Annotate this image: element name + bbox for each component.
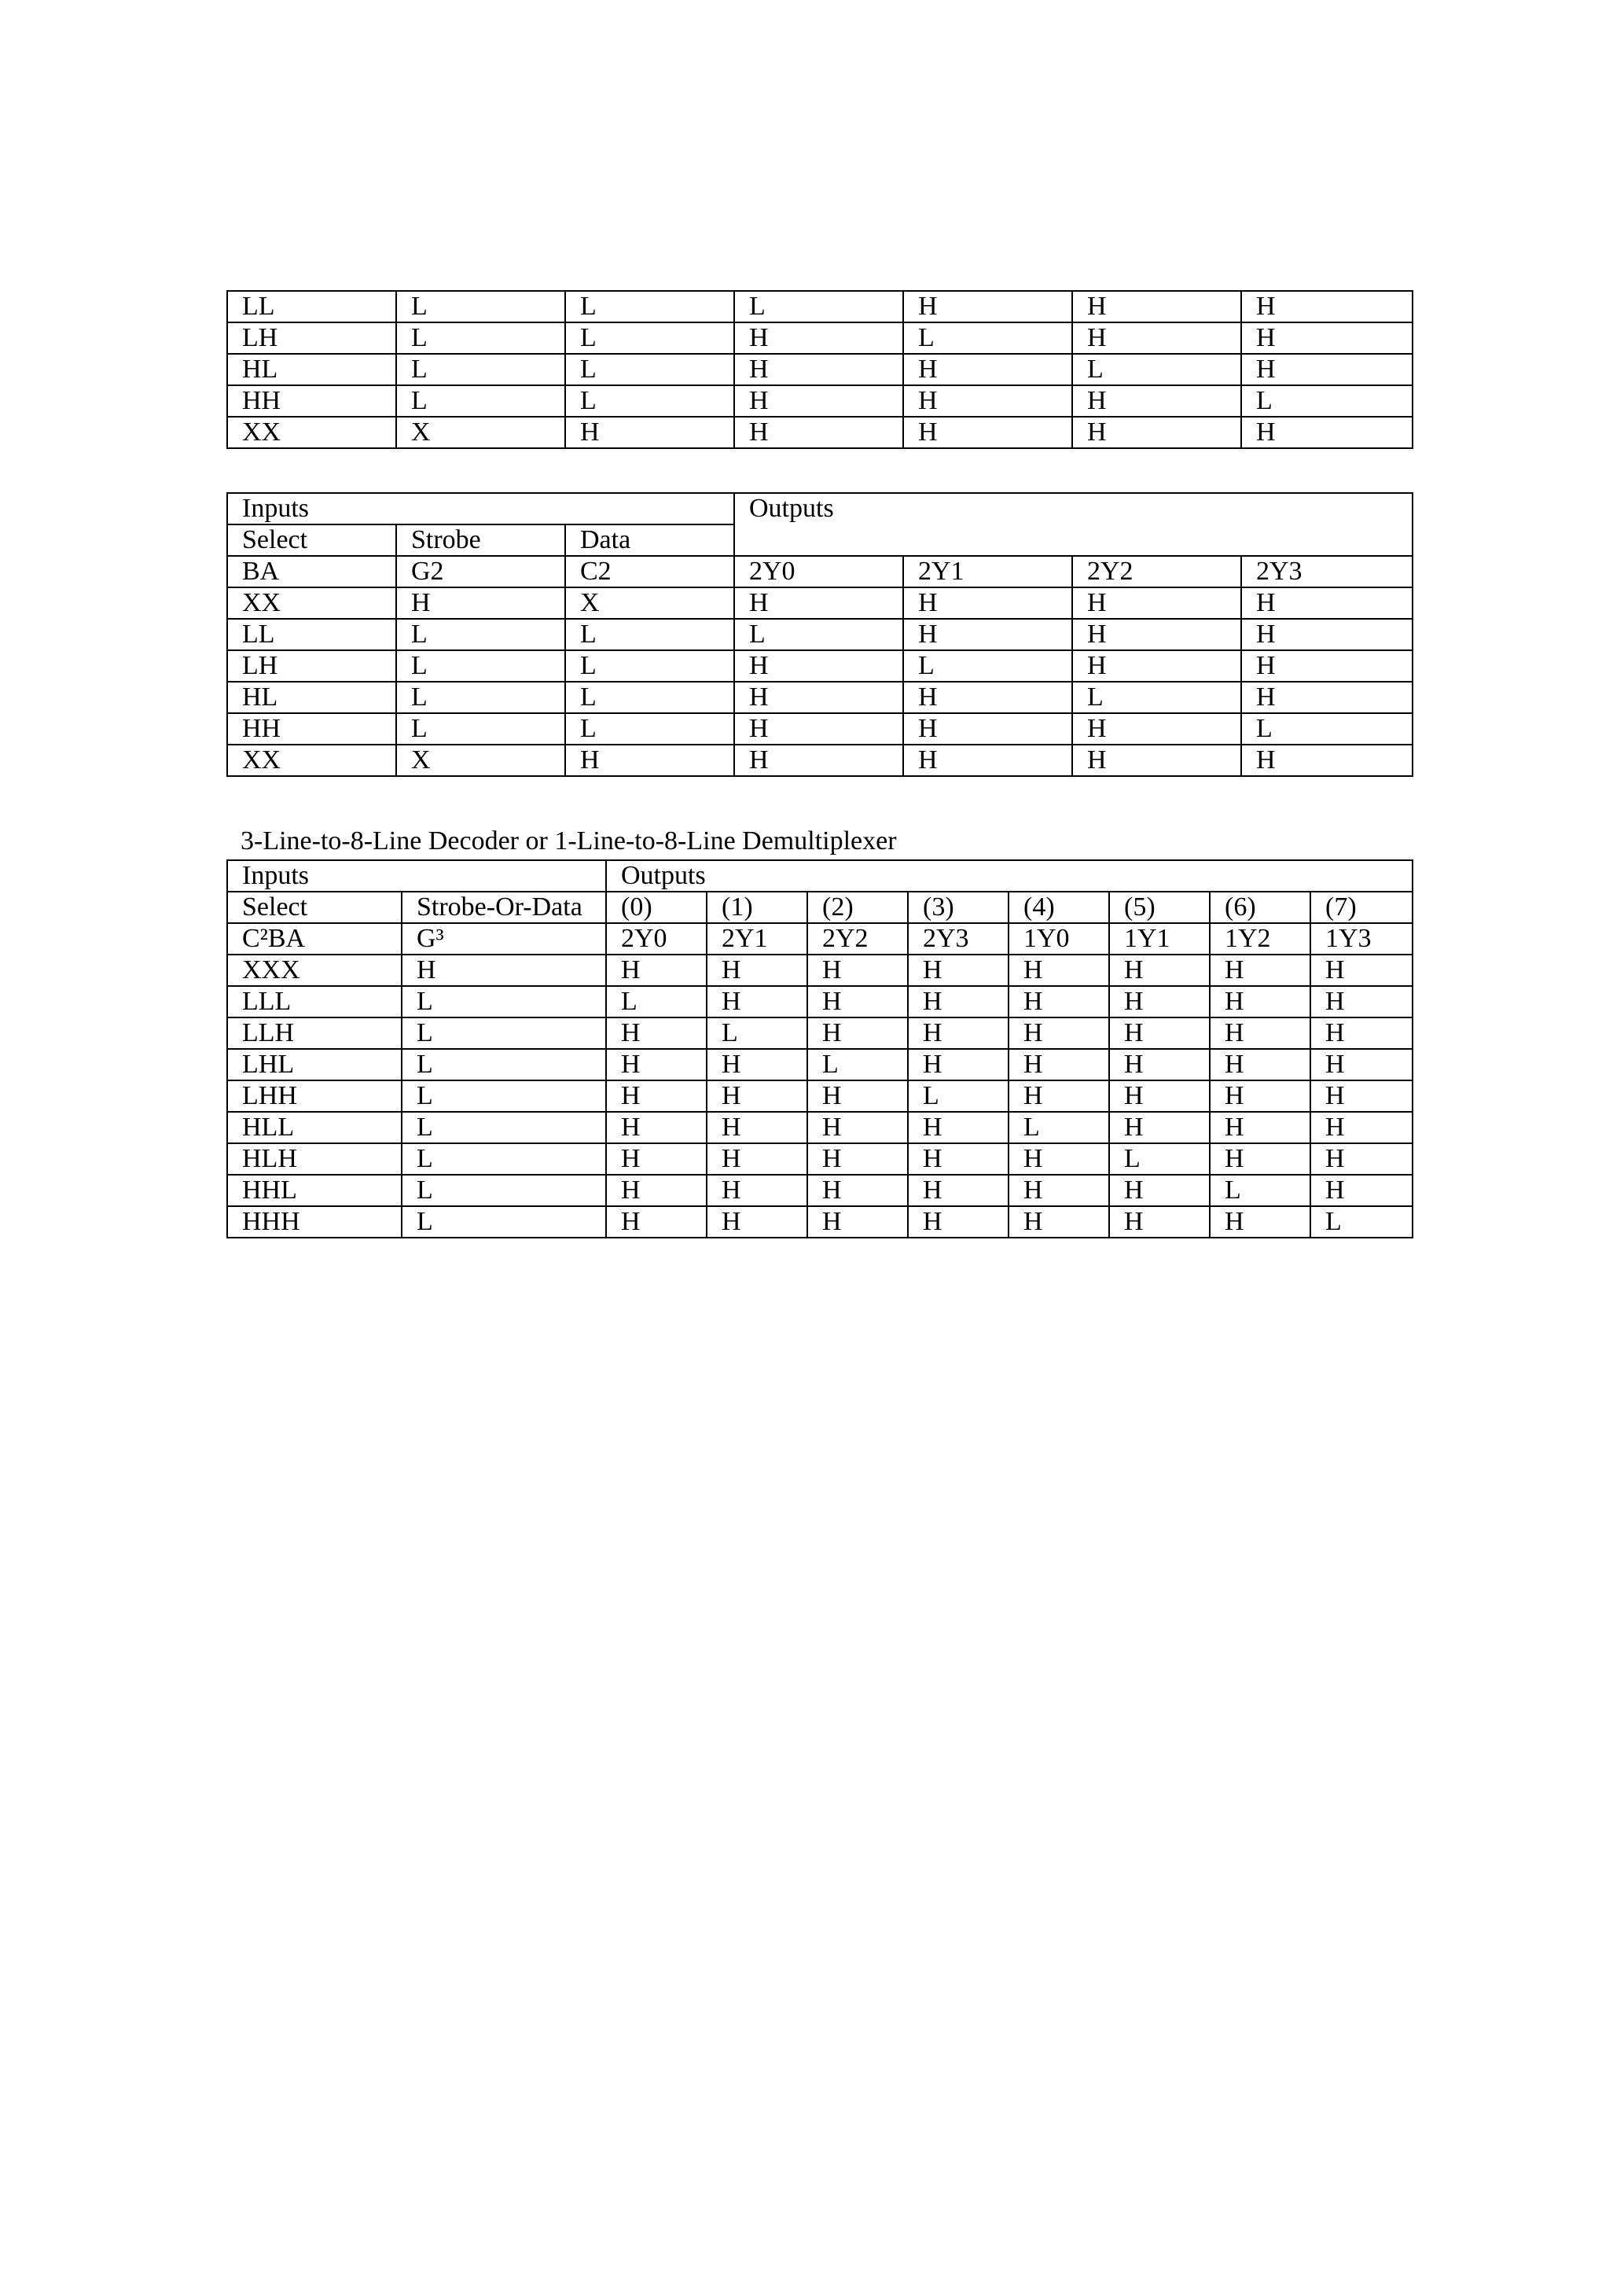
table-cell: X bbox=[565, 587, 734, 619]
table-cell: H bbox=[606, 1143, 707, 1175]
table-cell: LL bbox=[227, 291, 396, 322]
table-cell: H bbox=[707, 1112, 807, 1143]
table-cell: L bbox=[565, 291, 734, 322]
table-cell: X bbox=[396, 745, 565, 776]
table-caption: 3-Line-to-8-Line Decoder or 1-Line-to-8-Line Demultiplexer bbox=[241, 826, 897, 855]
table-cell: H bbox=[606, 1017, 707, 1049]
table-cell: H bbox=[1109, 1049, 1210, 1080]
table-cell: H bbox=[903, 713, 1072, 745]
table-cell: H bbox=[1310, 1143, 1413, 1175]
table-cell: L bbox=[1009, 1112, 1109, 1143]
table-cell: H bbox=[908, 1206, 1009, 1238]
output-number-header: (4) bbox=[1009, 892, 1109, 923]
table-cell: H bbox=[1241, 682, 1413, 713]
table-cell: L bbox=[734, 291, 903, 322]
table-row bbox=[227, 1206, 1413, 1238]
table-cell: BA bbox=[227, 556, 396, 587]
table-cell: H bbox=[1072, 745, 1241, 776]
table-cell: L bbox=[1210, 1175, 1310, 1206]
table-cell: H bbox=[1241, 354, 1413, 385]
table-cell: H bbox=[734, 417, 903, 448]
output-number-header: (6) bbox=[1210, 892, 1310, 923]
output-number-header: (2) bbox=[807, 892, 908, 923]
table-cell: H bbox=[807, 1017, 908, 1049]
table-cell: HH bbox=[227, 385, 396, 417]
table-cell: H bbox=[1241, 322, 1413, 354]
table-row bbox=[227, 1017, 1413, 1049]
table-cell: H bbox=[1009, 1049, 1109, 1080]
table-cell: HL bbox=[227, 682, 396, 713]
table-cell: H bbox=[1009, 1080, 1109, 1112]
table3-body bbox=[227, 892, 1413, 1238]
output-number-header: (5) bbox=[1109, 892, 1210, 923]
table-cell: G³ bbox=[402, 923, 606, 955]
table-cell: HHH bbox=[227, 1206, 402, 1238]
table-cell: H bbox=[1072, 417, 1241, 448]
table-cell: H bbox=[707, 1049, 807, 1080]
table-cell: H bbox=[1109, 1175, 1210, 1206]
table-cell: H bbox=[1109, 955, 1210, 986]
table-cell: C2 bbox=[565, 556, 734, 587]
table-cell: H bbox=[1072, 385, 1241, 417]
table-cell: XX bbox=[227, 417, 396, 448]
table-cell: H bbox=[903, 745, 1072, 776]
table-cell: H bbox=[908, 986, 1009, 1017]
table1-body bbox=[227, 291, 1413, 448]
table-cell: L bbox=[402, 1112, 606, 1143]
table-cell: H bbox=[734, 650, 903, 682]
table-cell: H bbox=[1210, 1112, 1310, 1143]
table-cell: L bbox=[565, 354, 734, 385]
table-row bbox=[227, 1049, 1413, 1080]
table-row bbox=[227, 713, 1413, 745]
table-cell: H bbox=[402, 955, 606, 986]
table-subheader-row bbox=[227, 892, 1413, 923]
table-cell: H bbox=[903, 619, 1072, 650]
table-row bbox=[227, 650, 1413, 682]
table-cell: H bbox=[1310, 986, 1413, 1017]
table-cell: L bbox=[565, 713, 734, 745]
table-cell: L bbox=[565, 682, 734, 713]
table-row bbox=[227, 986, 1413, 1017]
table-row bbox=[227, 291, 1413, 322]
truth-table-3-line-to-8-line bbox=[226, 859, 1413, 1238]
table-cell: H bbox=[1210, 1049, 1310, 1080]
table-cell: H bbox=[903, 354, 1072, 385]
table-row bbox=[227, 955, 1413, 986]
table-cell: H bbox=[908, 1049, 1009, 1080]
table-cell: L bbox=[565, 650, 734, 682]
table-cell: L bbox=[606, 986, 707, 1017]
table-cell: XX bbox=[227, 745, 396, 776]
table-cell: H bbox=[1109, 1206, 1210, 1238]
truth-table-2-line-to-4-line bbox=[226, 492, 1413, 777]
table-cell: H bbox=[1109, 1112, 1210, 1143]
table-cell: H bbox=[606, 1112, 707, 1143]
table-cell: H bbox=[606, 1175, 707, 1206]
table-row bbox=[227, 619, 1413, 650]
output-number-header: (7) bbox=[1310, 892, 1413, 923]
table-cell: 1Y1 bbox=[1109, 923, 1210, 955]
table-cell: LLH bbox=[227, 1017, 402, 1049]
table-cell: H bbox=[1241, 745, 1413, 776]
table-cell: 2Y1 bbox=[903, 556, 1072, 587]
table-cell: H bbox=[707, 1080, 807, 1112]
table-cell: L bbox=[1241, 713, 1413, 745]
table-row bbox=[227, 417, 1413, 448]
table-cell: H bbox=[1109, 1080, 1210, 1112]
table-cell: H bbox=[707, 1175, 807, 1206]
outputs-header: Outputs bbox=[734, 493, 1413, 556]
table-cell: 2Y0 bbox=[606, 923, 707, 955]
table-cell: H bbox=[1109, 986, 1210, 1017]
table-cell: H bbox=[807, 1112, 908, 1143]
truth-table-continuation bbox=[226, 290, 1413, 449]
table-cell: L bbox=[402, 1080, 606, 1112]
table-cell: H bbox=[1210, 955, 1310, 986]
table-cell: LHH bbox=[227, 1080, 402, 1112]
table-cell: H bbox=[1210, 1143, 1310, 1175]
table-cell: L bbox=[1241, 385, 1413, 417]
select-header: Select bbox=[227, 524, 396, 556]
table-cell: H bbox=[1109, 1017, 1210, 1049]
table-cell: H bbox=[807, 1143, 908, 1175]
data-header: Data bbox=[565, 524, 734, 556]
table-cell: H bbox=[908, 1112, 1009, 1143]
table-cell: H bbox=[734, 682, 903, 713]
table-row bbox=[227, 1175, 1413, 1206]
table-cell: H bbox=[1009, 986, 1109, 1017]
table-cell: H bbox=[1072, 587, 1241, 619]
table-column-header-row bbox=[227, 556, 1413, 587]
table-cell: H bbox=[734, 385, 903, 417]
table-cell: L bbox=[807, 1049, 908, 1080]
table-cell: LL bbox=[227, 619, 396, 650]
table-cell: H bbox=[807, 1175, 908, 1206]
table-cell: L bbox=[396, 322, 565, 354]
table-cell: H bbox=[903, 385, 1072, 417]
table-cell: H bbox=[707, 1206, 807, 1238]
table-cell: H bbox=[903, 587, 1072, 619]
table-cell: H bbox=[807, 1206, 908, 1238]
table-cell: L bbox=[396, 385, 565, 417]
table-cell: 1Y3 bbox=[1310, 923, 1413, 955]
table-cell: L bbox=[903, 650, 1072, 682]
table-cell: H bbox=[1009, 1175, 1109, 1206]
table-row bbox=[227, 587, 1413, 619]
table-cell: H bbox=[1310, 1049, 1413, 1080]
table-cell: L bbox=[402, 986, 606, 1017]
table-cell: H bbox=[1210, 986, 1310, 1017]
table-column-header-row bbox=[227, 923, 1413, 955]
table-cell: H bbox=[1072, 713, 1241, 745]
table-cell: XXX bbox=[227, 955, 402, 986]
output-number-header: (0) bbox=[606, 892, 707, 923]
table-cell: H bbox=[903, 682, 1072, 713]
table-cell: H bbox=[908, 1143, 1009, 1175]
table-cell: L bbox=[903, 322, 1072, 354]
table-cell: H bbox=[807, 1080, 908, 1112]
table-cell: L bbox=[1310, 1206, 1413, 1238]
table-cell: L bbox=[402, 1143, 606, 1175]
output-number-header: (3) bbox=[908, 892, 1009, 923]
table-cell: H bbox=[908, 1175, 1009, 1206]
table-cell: H bbox=[1210, 1206, 1310, 1238]
table-cell: H bbox=[1310, 1080, 1413, 1112]
table-row bbox=[227, 385, 1413, 417]
table-cell: H bbox=[734, 354, 903, 385]
table-cell: HHL bbox=[227, 1175, 402, 1206]
table-cell: L bbox=[402, 1175, 606, 1206]
table-cell: L bbox=[396, 682, 565, 713]
table-header-row bbox=[227, 493, 1413, 524]
table-cell: L bbox=[565, 385, 734, 417]
table-cell: H bbox=[1072, 291, 1241, 322]
table-cell: H bbox=[606, 1049, 707, 1080]
table-cell: L bbox=[396, 291, 565, 322]
table-cell: H bbox=[396, 587, 565, 619]
table-cell: 2Y3 bbox=[908, 923, 1009, 955]
table-cell: LH bbox=[227, 322, 396, 354]
table2-body bbox=[227, 556, 1413, 776]
table-cell: L bbox=[396, 619, 565, 650]
table-cell: H bbox=[1310, 1112, 1413, 1143]
table-cell: L bbox=[707, 1017, 807, 1049]
table-cell: C²BA bbox=[227, 923, 402, 955]
table-cell: L bbox=[908, 1080, 1009, 1112]
table-cell: H bbox=[1241, 291, 1413, 322]
table-cell: H bbox=[1210, 1017, 1310, 1049]
table-cell: L bbox=[402, 1206, 606, 1238]
table-cell: H bbox=[908, 1017, 1009, 1049]
table-cell: LH bbox=[227, 650, 396, 682]
table-cell: 2Y2 bbox=[1072, 556, 1241, 587]
table-cell: H bbox=[606, 1206, 707, 1238]
table-cell: L bbox=[396, 713, 565, 745]
table-cell: 2Y0 bbox=[734, 556, 903, 587]
table-cell: H bbox=[565, 745, 734, 776]
table-cell: H bbox=[1310, 1017, 1413, 1049]
table-cell: H bbox=[734, 713, 903, 745]
table-cell: G2 bbox=[396, 556, 565, 587]
table-cell: L bbox=[734, 619, 903, 650]
table-row bbox=[227, 322, 1413, 354]
inputs-header: Inputs bbox=[227, 860, 606, 892]
table-cell: L bbox=[396, 650, 565, 682]
table-row bbox=[227, 354, 1413, 385]
table-cell: L bbox=[1109, 1143, 1210, 1175]
table-row bbox=[227, 682, 1413, 713]
table-cell: H bbox=[707, 955, 807, 986]
table-cell: H bbox=[807, 955, 908, 986]
table-cell: L bbox=[565, 322, 734, 354]
table-cell: HH bbox=[227, 713, 396, 745]
table-cell: X bbox=[396, 417, 565, 448]
select-header: Select bbox=[227, 892, 402, 923]
table-cell: 2Y3 bbox=[1241, 556, 1413, 587]
table-row bbox=[227, 745, 1413, 776]
table-cell: H bbox=[1241, 417, 1413, 448]
table-cell: H bbox=[1009, 1206, 1109, 1238]
table-cell: H bbox=[1009, 955, 1109, 986]
table-cell: H bbox=[734, 322, 903, 354]
table-cell: H bbox=[707, 986, 807, 1017]
table-cell: H bbox=[707, 1143, 807, 1175]
table-cell: H bbox=[1009, 1017, 1109, 1049]
table-header-row bbox=[227, 860, 1413, 892]
table-cell: H bbox=[1072, 650, 1241, 682]
table-cell: H bbox=[734, 587, 903, 619]
table-cell: L bbox=[402, 1017, 606, 1049]
table-cell: H bbox=[606, 1080, 707, 1112]
table-cell: XX bbox=[227, 587, 396, 619]
table-cell: L bbox=[1072, 682, 1241, 713]
table-cell: HLL bbox=[227, 1112, 402, 1143]
table-cell: H bbox=[606, 955, 707, 986]
table-cell: L bbox=[565, 619, 734, 650]
table-row bbox=[227, 1143, 1413, 1175]
table-cell: H bbox=[807, 986, 908, 1017]
table-cell: H bbox=[1009, 1143, 1109, 1175]
table-cell: HLH bbox=[227, 1143, 402, 1175]
table-cell: H bbox=[903, 291, 1072, 322]
table-cell: LLL bbox=[227, 986, 402, 1017]
table-row bbox=[227, 1080, 1413, 1112]
output-number-header: (1) bbox=[707, 892, 807, 923]
table-cell: HL bbox=[227, 354, 396, 385]
table-cell: 1Y0 bbox=[1009, 923, 1109, 955]
table-cell: H bbox=[1241, 619, 1413, 650]
table-cell: H bbox=[1210, 1080, 1310, 1112]
table-cell: H bbox=[1310, 1175, 1413, 1206]
inputs-header: Inputs bbox=[227, 493, 734, 524]
table-cell: H bbox=[1241, 587, 1413, 619]
table-cell: 1Y2 bbox=[1210, 923, 1310, 955]
table-cell: H bbox=[1072, 619, 1241, 650]
table-cell: H bbox=[903, 417, 1072, 448]
strobe-header: Strobe bbox=[396, 524, 565, 556]
table-cell: L bbox=[1072, 354, 1241, 385]
table-cell: LHL bbox=[227, 1049, 402, 1080]
table-cell: 2Y1 bbox=[707, 923, 807, 955]
table-cell: H bbox=[565, 417, 734, 448]
table-cell: L bbox=[396, 354, 565, 385]
table-cell: H bbox=[1241, 650, 1413, 682]
strobe-or-data-header: Strobe-Or-Data bbox=[402, 892, 606, 923]
table-cell: 2Y2 bbox=[807, 923, 908, 955]
table-cell: H bbox=[734, 745, 903, 776]
table-cell: H bbox=[1072, 322, 1241, 354]
table-row bbox=[227, 1112, 1413, 1143]
table-cell: H bbox=[1310, 955, 1413, 986]
outputs-header: Outputs bbox=[606, 860, 1413, 892]
table-cell: L bbox=[402, 1049, 606, 1080]
table-cell: H bbox=[908, 955, 1009, 986]
